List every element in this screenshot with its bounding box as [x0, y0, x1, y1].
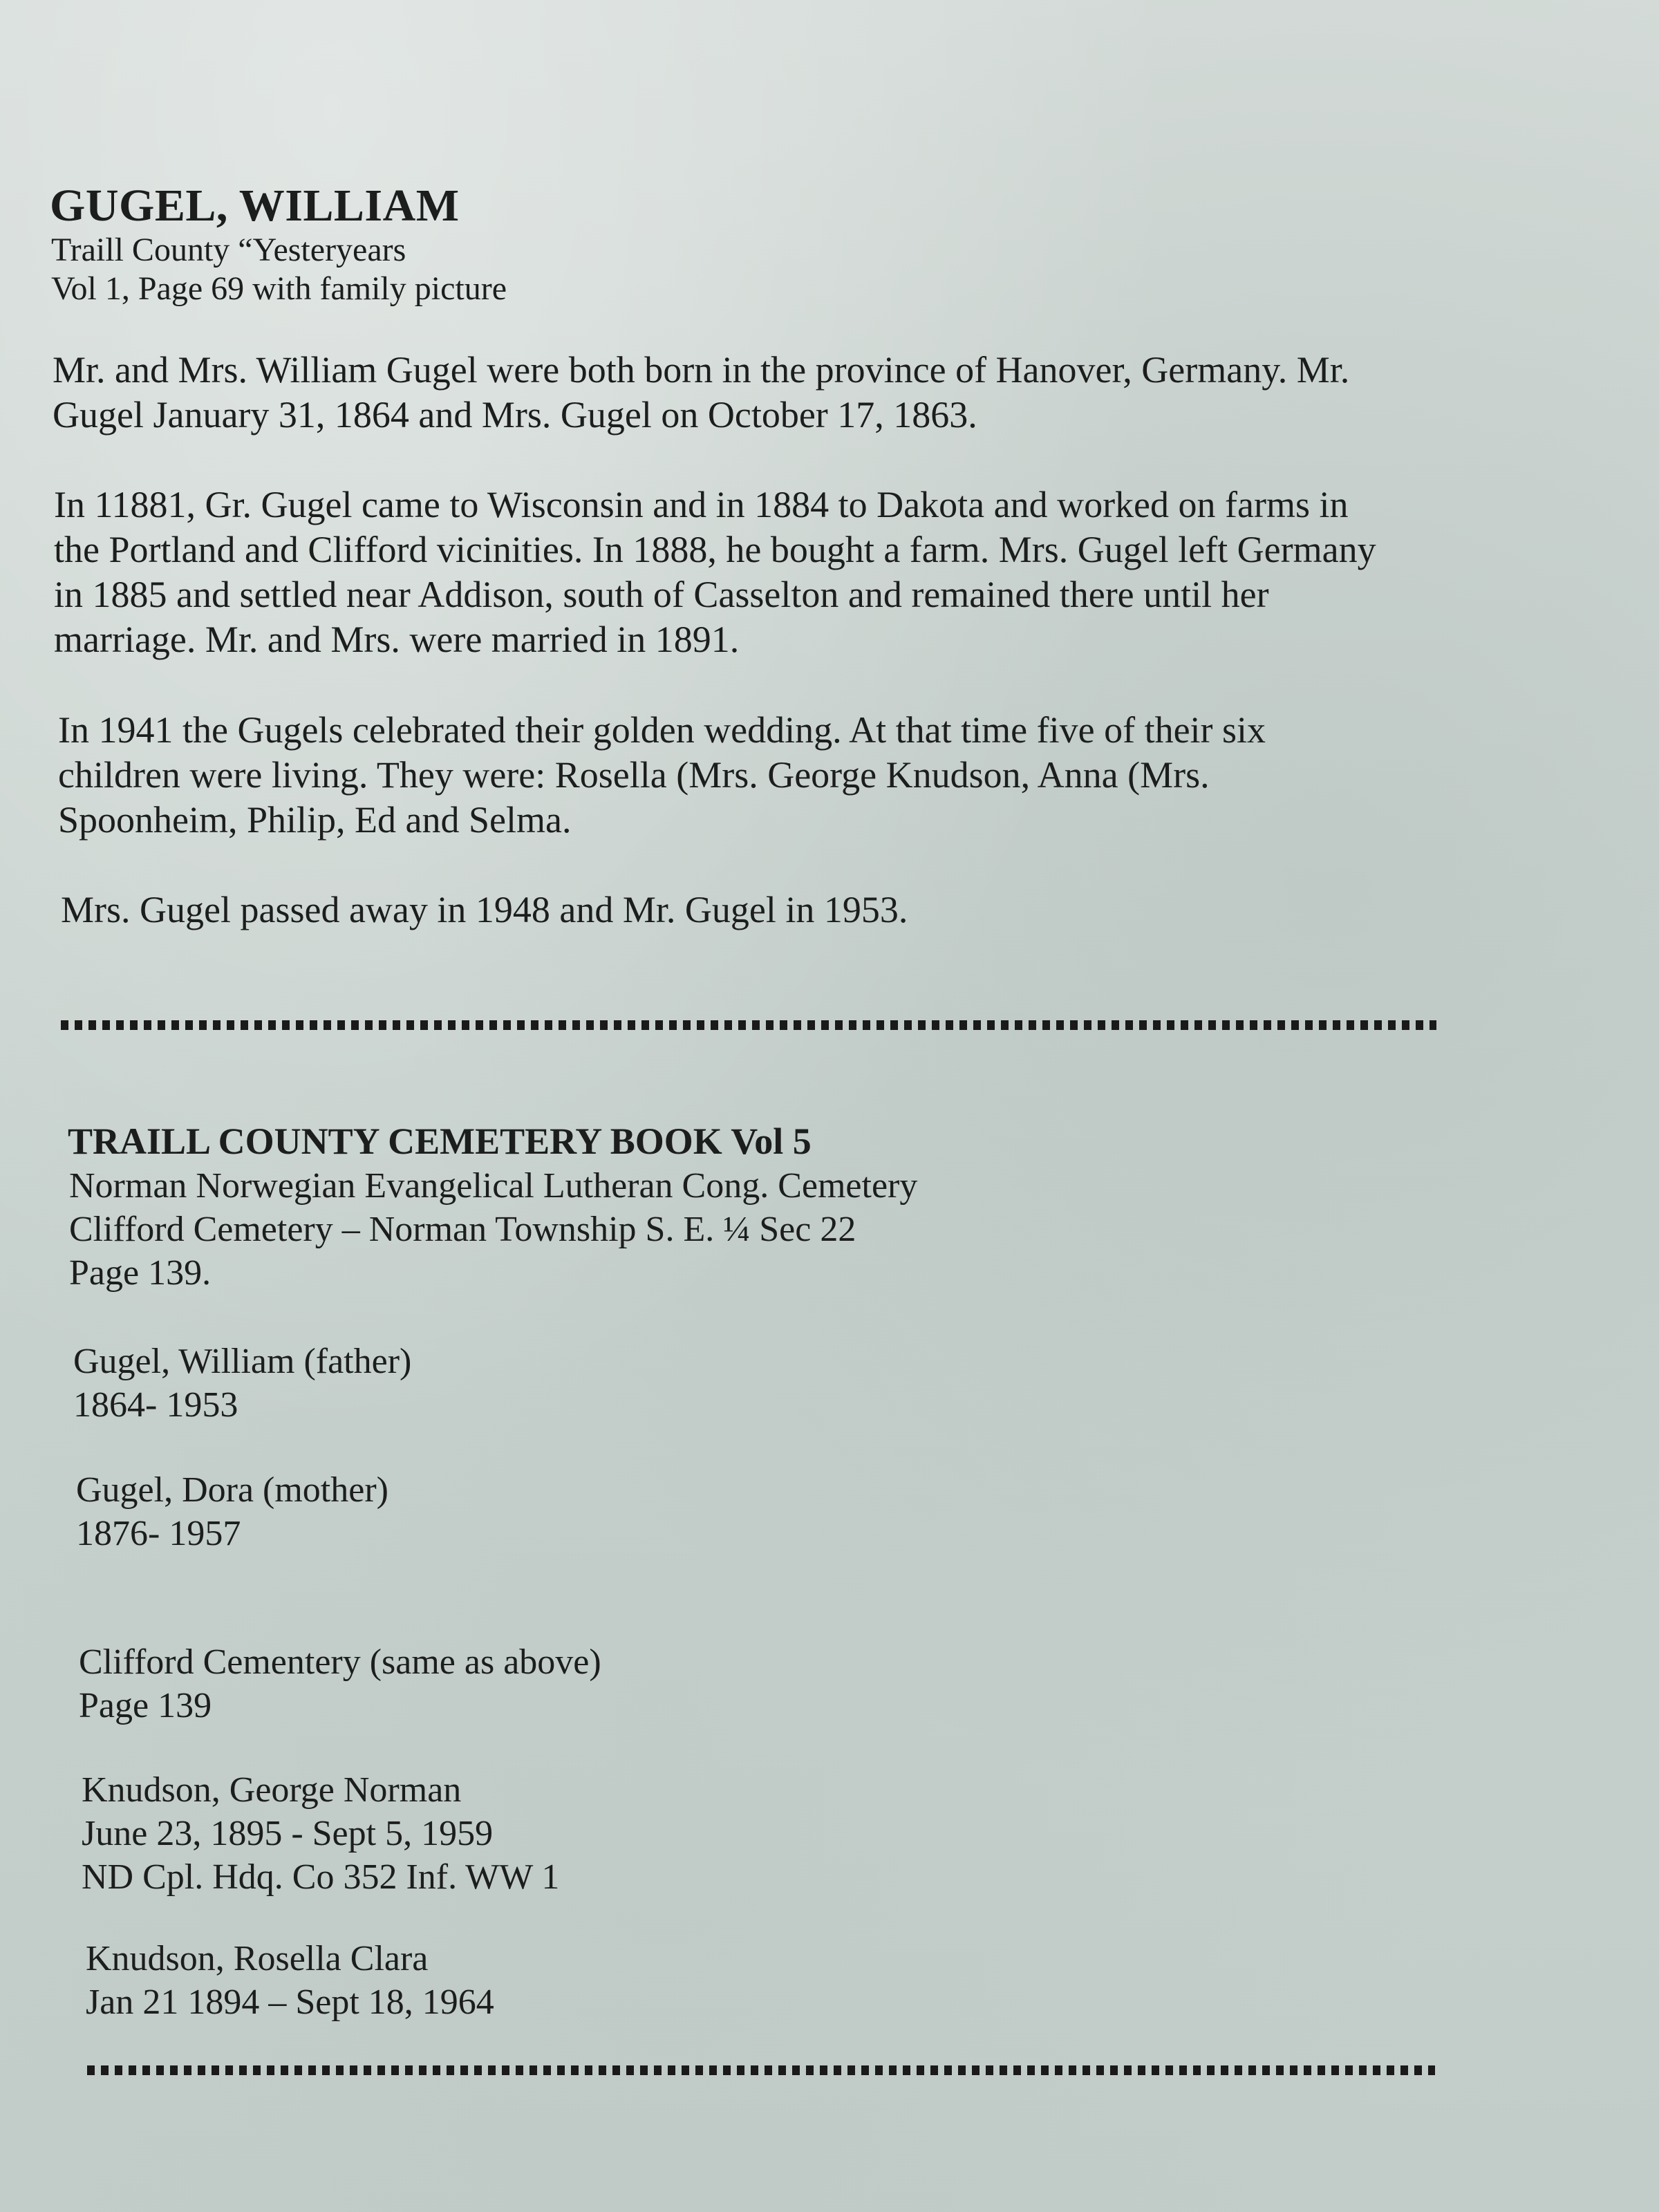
bio-paragraph-3: [58, 708, 1266, 843]
entry-name: Gugel, Dora (mother): [76, 1470, 388, 1510]
cemetery-book-title: TRAILL COUNTY CEMETERY BOOK Vol 5: [68, 1121, 812, 1162]
entry-service: ND Cpl. Hdq. Co 352 Inf. WW 1: [82, 1857, 560, 1897]
bio-paragraph-2: [54, 482, 1376, 662]
burial-entry: [73, 1340, 411, 1427]
text-line: marriage. Mr. and Mrs. were married in 1891.: [54, 619, 740, 660]
text-line: Clifford Cementery (same as above): [79, 1642, 601, 1682]
entry-dates: 1876- 1957: [76, 1514, 241, 1553]
bio-paragraph-1: [53, 348, 1349, 438]
text-line: Gugel January 31, 1864 and Mrs. Gugel on October 17, 1863.: [53, 394, 977, 435]
text-line: In 11881, Gr. Gugel came to Wisconsin and in 1884 to Dakota and worked on farms in: [54, 484, 1349, 525]
text-line: Spoonheim, Philip, Ed and Selma.: [58, 799, 572, 841]
entry-dates: June 23, 1895 - Sept 5, 1959: [82, 1814, 494, 1853]
entry-name: Gugel, William (father): [73, 1342, 412, 1381]
entry-name: Knudson, George Norman: [82, 1770, 462, 1810]
source-line: Vol 1, Page 69 with family picture: [51, 270, 507, 307]
page-title: GUGEL, WILLIAM: [50, 180, 460, 231]
bio-paragraph-4: [61, 888, 908, 932]
text-line: the Portland and Clifford vicinities. In 1888, he bought a farm. Mrs. Gugel left Germany: [54, 529, 1376, 570]
source-line: Traill County “Yesteryears: [51, 232, 406, 268]
burial-entry: [86, 1937, 494, 2024]
entry-dates: Jan 21 1894 – Sept 18, 1964: [86, 1983, 494, 2022]
burial-entry: [76, 1468, 388, 1555]
cemetery-source: [69, 1164, 917, 1295]
entry-name: Knudson, Rosella Clara: [86, 1939, 429, 1978]
text-line: In 1941 the Gugels celebrated their golden wedding. At that time five of their six: [58, 709, 1266, 751]
text-line: Mrs. Gugel passed away in 1948 and Mr. Gugel in 1953.: [61, 889, 908, 930]
dotted-divider: [61, 1020, 1436, 1030]
text-line: Page 139: [79, 1686, 212, 1725]
dotted-divider: [87, 2065, 1435, 2075]
burial-entry: [82, 1768, 559, 1899]
text-line: Page 139.: [69, 1253, 212, 1293]
text-line: children were living. They were: Rosella (Mrs. George Knudson, Anna (Mrs.: [58, 754, 1210, 796]
entry-dates: 1864- 1953: [73, 1385, 238, 1425]
text-line: Norman Norwegian Evangelical Lutheran Cong. Cemetery: [69, 1166, 918, 1206]
text-line: Mr. and Mrs. William Gugel were both born in the province of Hanover, Germany. Mr.: [53, 349, 1350, 391]
source-citation: [51, 231, 507, 308]
second-source: [79, 1640, 601, 1727]
text-line: in 1885 and settled near Addison, south of Casselton and remained there until her: [54, 574, 1269, 615]
text-line: Clifford Cemetery – Norman Township S. E. ¼ Sec 22: [69, 1210, 856, 1249]
